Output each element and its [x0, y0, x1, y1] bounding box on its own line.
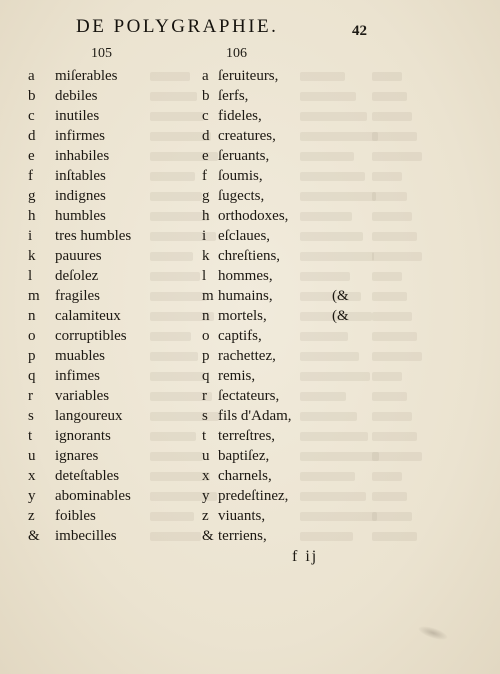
table-row [0, 326, 500, 346]
right-word: rachettez, [218, 348, 276, 364]
left-column-number: 105 [91, 46, 112, 61]
table-row [0, 406, 500, 426]
right-letter: b [202, 88, 210, 104]
right-letter: s [202, 408, 208, 424]
left-letter: f [28, 168, 33, 184]
left-word: imbecilles [55, 528, 117, 544]
left-letter: b [28, 88, 36, 104]
left-word: inhabiles [55, 148, 110, 164]
left-letter: z [28, 508, 35, 524]
table-row [0, 106, 500, 126]
right-letter: r [202, 388, 207, 404]
left-word: foibles [55, 508, 96, 524]
left-letter: y [28, 488, 36, 504]
right-word: fideles, [218, 108, 262, 124]
left-letter: & [28, 528, 40, 544]
right-letter: p [202, 348, 210, 364]
right-word: captifs, [218, 328, 262, 344]
table-row [0, 126, 500, 146]
right-word: ſoumis, [218, 168, 263, 184]
page-header [0, 16, 500, 40]
right-word: terreſtres, [218, 428, 276, 444]
table-row [0, 286, 500, 306]
left-word: debiles [55, 88, 98, 104]
right-word: remis, [218, 368, 256, 384]
right-letter: u [202, 448, 210, 464]
right-word: orthodoxes, [218, 208, 289, 224]
left-letter: r [28, 388, 33, 404]
table-row [0, 246, 500, 266]
left-word: pauures [55, 248, 102, 264]
table-row [0, 486, 500, 506]
right-letter: o [202, 328, 210, 344]
left-letter: u [28, 448, 36, 464]
page-number: 42 [352, 23, 367, 39]
right-word: ſeruiteurs, [218, 68, 279, 84]
left-letter: o [28, 328, 36, 344]
right-word: ſeruants, [218, 148, 270, 164]
left-letter: a [28, 68, 35, 84]
left-letter: g [28, 188, 36, 204]
left-word: infirmes [55, 128, 105, 144]
table-row [0, 186, 500, 206]
right-letter: q [202, 368, 210, 384]
table-row [0, 66, 500, 86]
right-word: ſectateurs, [218, 388, 280, 404]
table-row [0, 146, 500, 166]
left-word: miſerables [55, 68, 118, 84]
right-letter: h [202, 208, 210, 224]
left-word: corruptibles [55, 328, 127, 344]
left-letter: m [28, 288, 40, 304]
right-word: mortels, [218, 308, 267, 324]
table-row [0, 526, 500, 546]
left-letter: x [28, 468, 36, 484]
right-letter: m [202, 288, 214, 304]
left-word: infimes [55, 368, 100, 384]
right-word: ſerfs, [218, 88, 249, 104]
right-word: humains, [218, 288, 273, 304]
right-word: creatures, [218, 128, 276, 144]
right-word: fils d'Adam, [218, 408, 292, 424]
right-letter: t [202, 428, 207, 444]
left-word: muables [55, 348, 105, 364]
table-row [0, 266, 500, 286]
right-word: hommes, [218, 268, 273, 284]
left-word: abominables [55, 488, 131, 504]
table-row [0, 386, 500, 406]
table-row [0, 466, 500, 486]
left-letter: k [28, 248, 36, 264]
right-word: eſclaues, [218, 228, 271, 244]
right-column-number: 106 [226, 46, 247, 61]
right-letter: & [202, 528, 214, 544]
running-title: DE POLYGRAPHIE. [76, 16, 279, 37]
table-row [0, 506, 500, 526]
right-word: chreſtiens, [218, 248, 281, 264]
left-word: inutiles [55, 108, 100, 124]
right-word: viuants, [218, 508, 266, 524]
right-letter: e [202, 148, 209, 164]
signature-mark: f ij [292, 548, 319, 565]
right-word: terriens, [218, 528, 267, 544]
right-word: baptiſez, [218, 448, 270, 464]
table-row [0, 306, 500, 326]
left-letter: n [28, 308, 36, 324]
right-letter: c [202, 108, 209, 124]
left-letter: i [28, 228, 33, 244]
paper-smudge [417, 624, 449, 643]
margin-ampersand: (& [332, 288, 349, 304]
table-row [0, 426, 500, 446]
left-word: calamiteux [55, 308, 121, 324]
left-word: variables [55, 388, 110, 404]
left-letter: l [28, 268, 33, 284]
word-table [0, 66, 500, 546]
left-word: tres humbles [55, 228, 132, 244]
right-letter: x [202, 468, 210, 484]
right-letter: k [202, 248, 210, 264]
left-letter: c [28, 108, 35, 124]
left-word: inſtables [55, 168, 106, 184]
right-letter: n [202, 308, 210, 324]
left-letter: p [28, 348, 36, 364]
left-letter: h [28, 208, 36, 224]
left-word: deteſtables [55, 468, 120, 484]
margin-ampersand: (& [332, 308, 349, 324]
table-row [0, 226, 500, 246]
table-row [0, 206, 500, 226]
right-letter: f [202, 168, 207, 184]
right-letter: a [202, 68, 209, 84]
right-word: predeſtinez, [218, 488, 289, 504]
table-row [0, 86, 500, 106]
right-word: charnels, [218, 468, 272, 484]
left-letter: e [28, 148, 35, 164]
table-row [0, 166, 500, 186]
left-word: fragiles [55, 288, 100, 304]
table-row [0, 446, 500, 466]
left-letter: d [28, 128, 36, 144]
left-word: langoureux [55, 408, 123, 424]
left-word: deſolez [55, 268, 99, 284]
left-letter: q [28, 368, 36, 384]
left-letter: s [28, 408, 34, 424]
right-letter: d [202, 128, 210, 144]
table-row [0, 366, 500, 386]
left-word: humbles [55, 208, 106, 224]
left-word: ignorants [55, 428, 111, 444]
right-letter: i [202, 228, 207, 244]
left-word: ignares [55, 448, 99, 464]
right-letter: g [202, 188, 210, 204]
right-word: ſugects, [218, 188, 265, 204]
left-letter: t [28, 428, 33, 444]
left-word: indignes [55, 188, 106, 204]
table-row [0, 346, 500, 366]
right-letter: z [202, 508, 209, 524]
right-letter: l [202, 268, 207, 284]
right-letter: y [202, 488, 210, 504]
